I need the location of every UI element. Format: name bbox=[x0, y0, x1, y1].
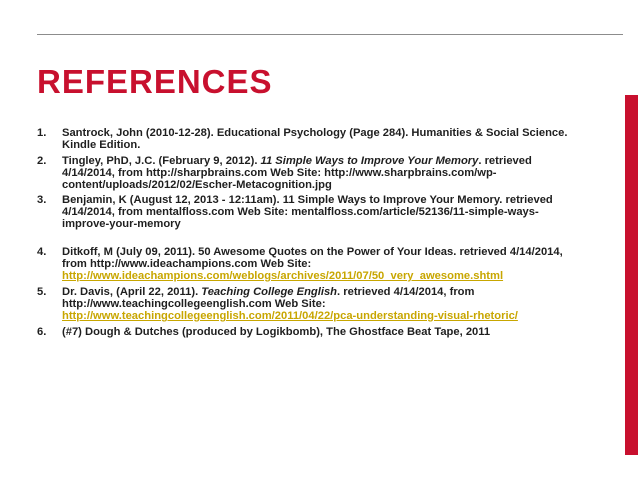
reference-item-3 bbox=[37, 194, 582, 230]
slide-title: REFERENCES bbox=[37, 63, 273, 100]
reference-number: 5. bbox=[37, 286, 47, 298]
reference-number: 4. bbox=[37, 246, 47, 258]
reference-link[interactable]: http://www.ideachampions.com/weblogs/archives/2011/07/50_very_awesome.shtml bbox=[62, 270, 504, 282]
reference-list bbox=[37, 127, 582, 338]
accent-bar bbox=[625, 95, 638, 455]
reference-text-rest: . retrieved 4/14/2014, from http://sharpbrains.com Web Site: http://www.sharpbrains.com/wp-content/uploads/2012/02/Escher-Metacognition.jpg bbox=[62, 155, 532, 191]
reference-text: Santrock, John (2010-12-28). Educational Psychology (Page 284). Humanities & Social Science. Kindle Edition. bbox=[62, 127, 568, 151]
reference-title: Teaching College English bbox=[201, 286, 338, 298]
reference-text: Benjamin, K (August 12, 2013 - 12:11am). 11 Simple Ways to Improve Your Memory. retrieved 4/14/2014, from mentalfloss.com Web Site: mentalfloss.com/article/52136/11-simple-ways-improve-your-memory bbox=[62, 194, 553, 230]
reference-text-rest: . retrieved 4/14/2014, from http://www.teachingcollegeenglish.com Web Site: bbox=[62, 286, 475, 310]
reference-text: (#7) Dough & Dutches (produced by Logikbomb), The Ghostface Beat Tape, 2011 bbox=[62, 326, 491, 338]
reference-item-2 bbox=[37, 155, 582, 191]
top-divider bbox=[37, 34, 623, 35]
reference-text: Ditkoff, M (July 09, 2011). 50 Awesome Quotes on the Power of Your Ideas. retrieved 4/14/2014, from http://www.ideachampions.com Web Site: bbox=[62, 246, 563, 270]
reference-text: Dr. Davis, (April 22, 2011). bbox=[62, 286, 202, 298]
reference-item-6 bbox=[37, 326, 582, 338]
reference-item-1 bbox=[37, 127, 582, 151]
reference-number: 6. bbox=[37, 326, 47, 338]
reference-number: 3. bbox=[37, 194, 47, 206]
reference-text: Tingley, PhD, J.C. (February 9, 2012). bbox=[62, 155, 261, 167]
reference-link[interactable]: http://www.teachingcollegeenglish.com/2011/04/22/pca-understanding-visual-rhetoric/ bbox=[62, 310, 518, 322]
reference-number: 1. bbox=[37, 127, 47, 139]
reference-item-4 bbox=[37, 246, 582, 282]
reference-number: 2. bbox=[37, 155, 47, 167]
reference-item-5 bbox=[37, 286, 582, 322]
reference-title: 11 Simple Ways to Improve Your Memory bbox=[260, 155, 479, 167]
